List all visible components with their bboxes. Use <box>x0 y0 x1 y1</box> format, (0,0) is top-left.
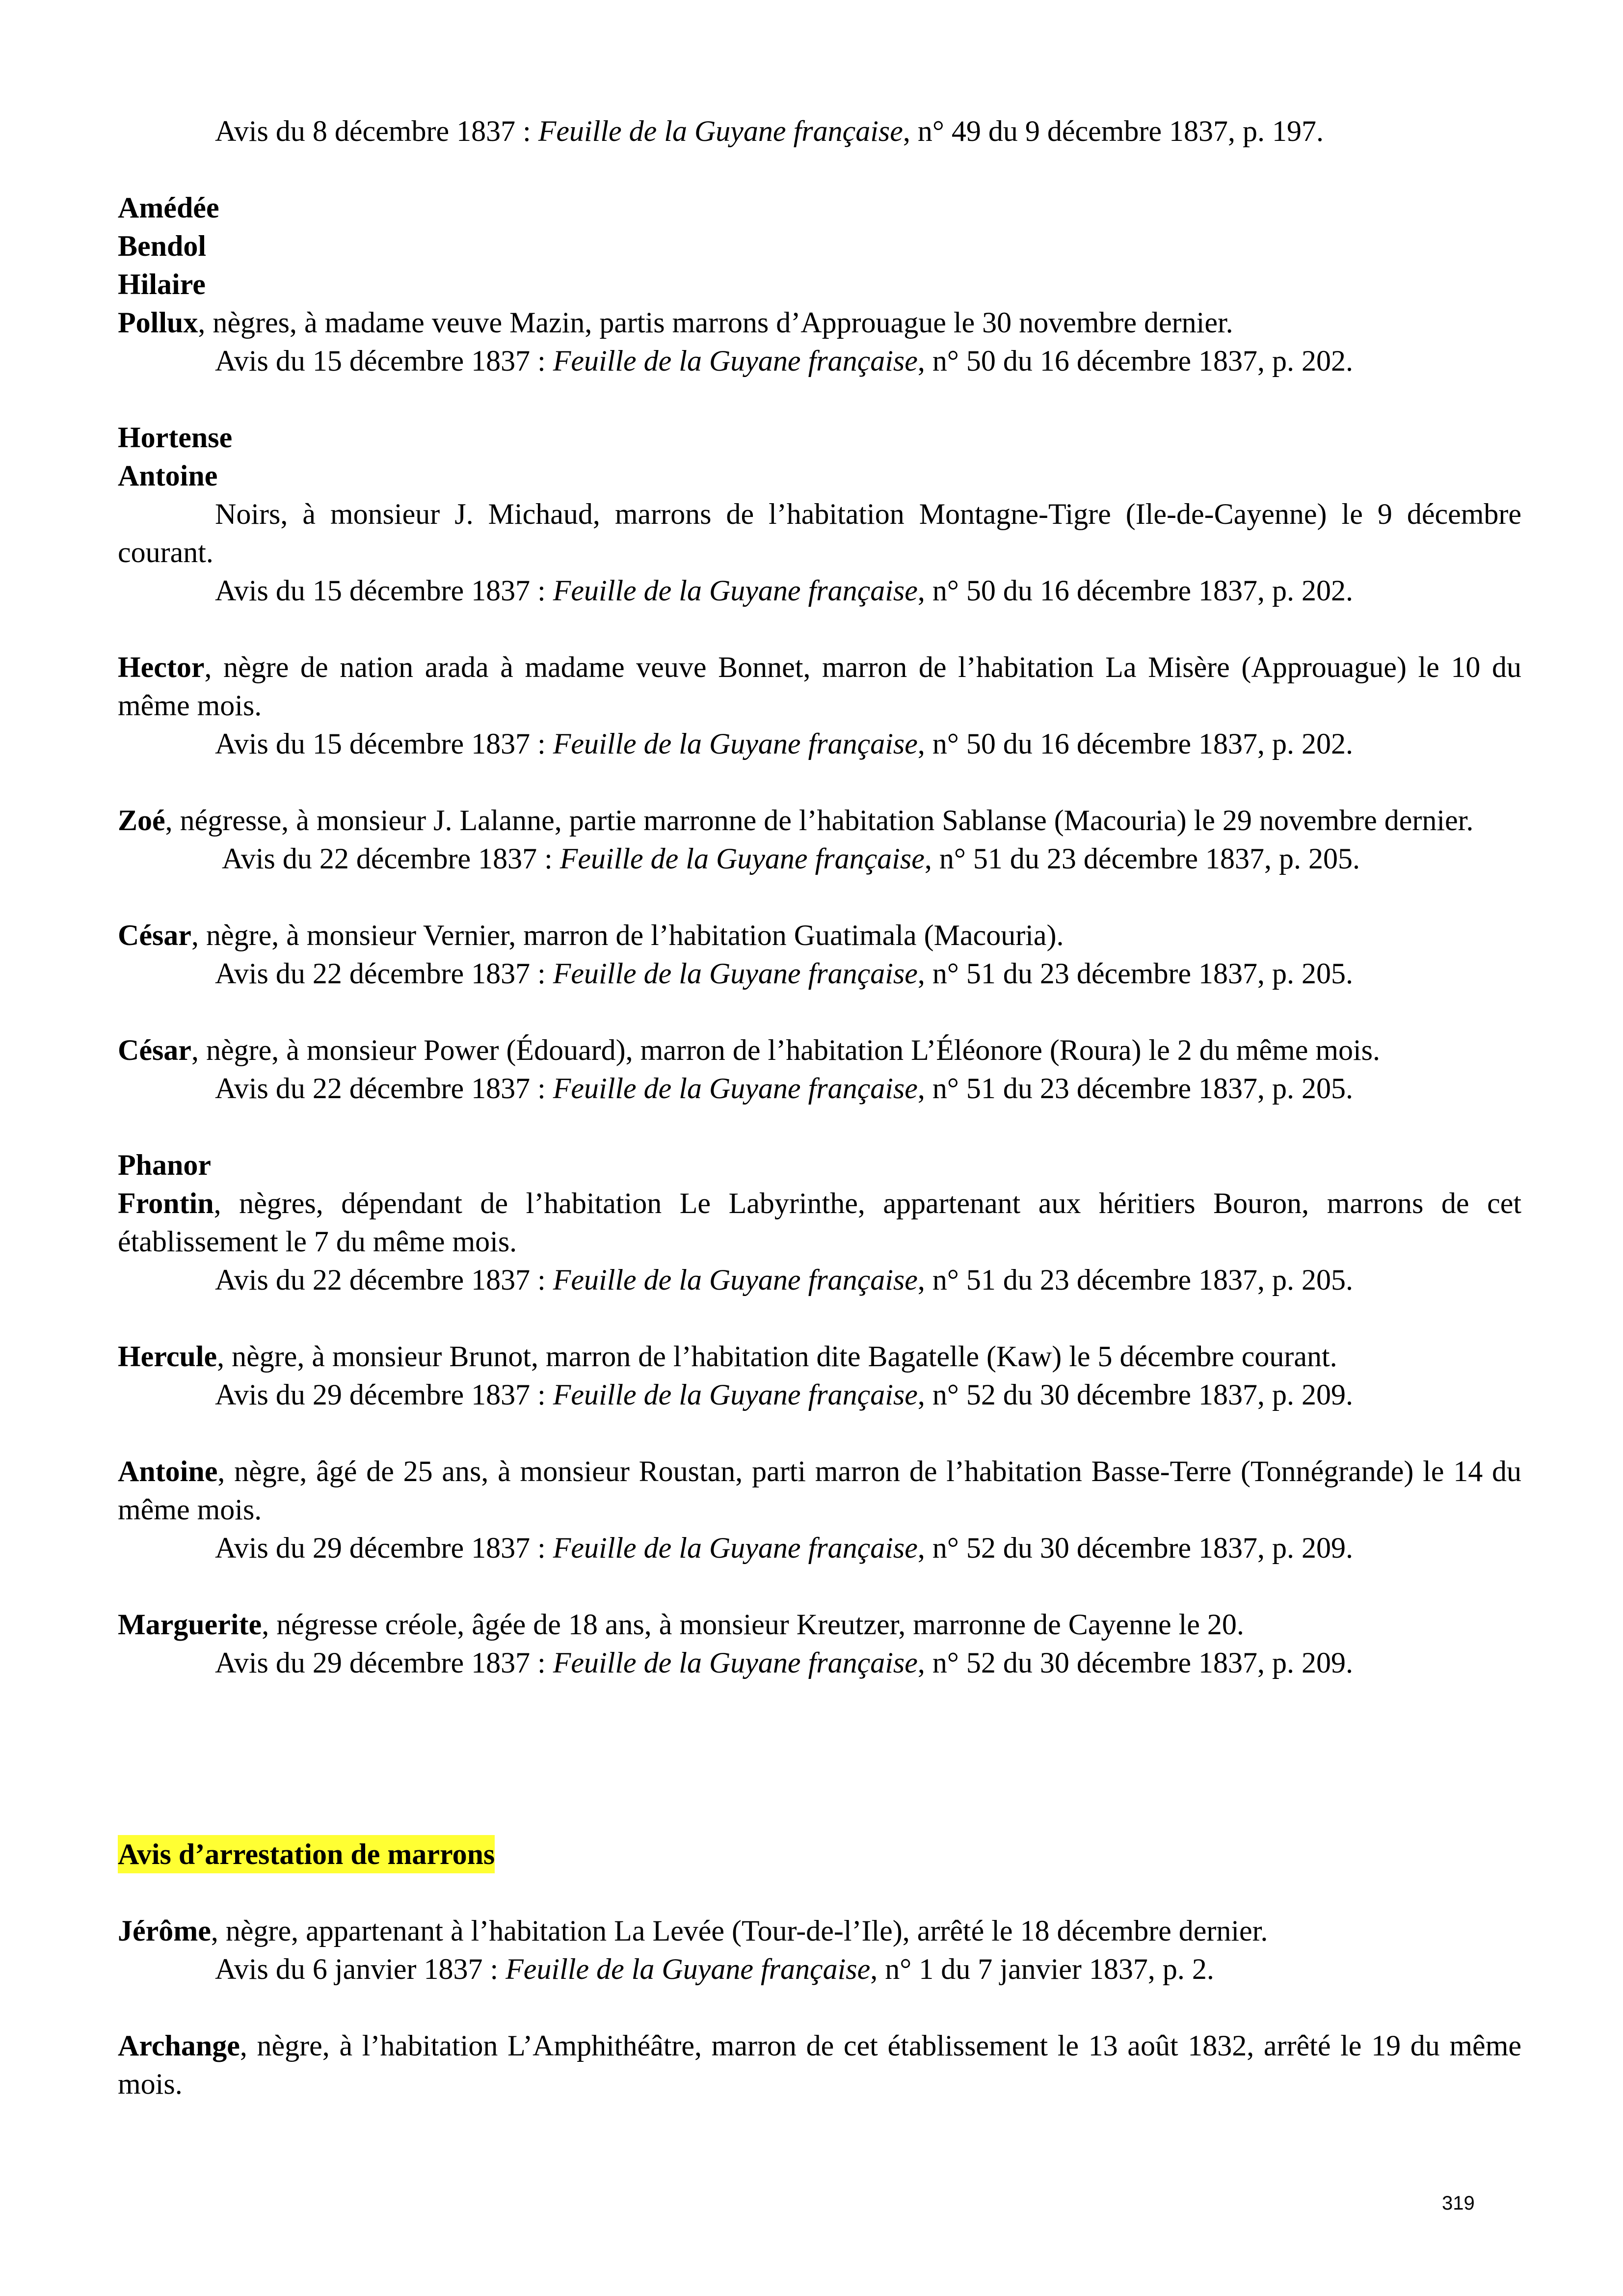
journal-title: Feuille de la Guyane française <box>553 1532 918 1564</box>
person-name: Hilaire <box>118 268 206 300</box>
notice-source: Avis du 29 décembre 1837 : Feuille de la Guyane française, n° 52 du 30 décembre 1837, p. 209. <box>215 1532 1354 1564</box>
journal-title: Feuille de la Guyane française <box>538 115 903 147</box>
person-name: Antoine <box>118 459 218 492</box>
section-heading: Avis d’arrestation de marrons <box>118 1835 495 1873</box>
journal-title: Feuille de la Guyane française <box>553 1378 918 1411</box>
notice-entry <box>118 189 1521 380</box>
notice-text: Hercule, nègre, à monsieur Brunot, marron de l’habitation dite Bagatelle (Kaw) le 5 décembre courant. <box>118 1340 1337 1373</box>
notice-text: César, nègre, à monsieur Power (Édouard), marron de l’habitation L’Éléonore (Roura) le 2 du même mois. <box>118 1034 1381 1066</box>
notice-source: Avis du 22 décembre 1837 : Feuille de la Guyane française, n° 51 du 23 décembre 1837, p. 205. <box>215 957 1354 990</box>
person-name: Bendol <box>118 230 207 262</box>
person-name: Pollux <box>118 306 198 339</box>
notice-entry <box>118 112 1521 150</box>
notice-source: Avis du 29 décembre 1837 : Feuille de la Guyane française, n° 52 du 30 décembre 1837, p. 209. <box>215 1647 1354 1679</box>
person-name: Amédée <box>118 191 219 224</box>
journal-title: Feuille de la Guyane française <box>553 1264 918 1296</box>
person-name: Hector <box>118 651 205 683</box>
notice-text: César, nègre, à monsieur Vernier, marron de l’habitation Guatimala (Macouria). <box>118 919 1064 951</box>
notice-entry <box>118 418 1521 610</box>
person-name: Frontin <box>118 1187 214 1219</box>
notice-source: Avis du 22 décembre 1837 : Feuille de la Guyane française, n° 51 du 23 décembre 1837, p. 205. <box>215 1072 1354 1105</box>
journal-title: Feuille de la Guyane française <box>506 1953 871 1985</box>
notice-entry <box>118 1605 1521 1682</box>
person-name: Hortense <box>118 421 233 454</box>
person-name: César <box>118 919 191 951</box>
person-name: Archange <box>118 2029 240 2062</box>
arrest-entry <box>118 1912 1521 1988</box>
notice-source: Avis du 15 décembre 1837 : Feuille de la Guyane française, n° 50 du 16 décembre 1837, p. 202. <box>215 574 1354 607</box>
notice-text: Marguerite, négresse créole, âgée de 18 ans, à monsieur Kreutzer, marronne de Cayenne le 20. <box>118 1608 1244 1641</box>
notice-source: Avis du 22 décembre 1837 : Feuille de la Guyane française, n° 51 du 23 décembre 1837, p. 205. <box>222 842 1360 875</box>
page-content <box>118 112 1521 2141</box>
page-number: 319 <box>1442 2192 1475 2214</box>
journal-title: Feuille de la Guyane française <box>553 957 918 990</box>
arrest-entry <box>118 2026 1521 2103</box>
notice-text: Jérôme, nègre, appartenant à l’habitation La Levée (Tour-de-l’Ile), arrêté le 18 décembre dernier. <box>118 1915 1268 1947</box>
notice-text: Hector, nègre de nation arada à madame veuve Bonnet, marron de l’habitation La Misère (Approuague) le 10 du même mois. <box>118 651 1521 722</box>
notice-text: Zoé, négresse, à monsieur J. Lalanne, partie marronne de l’habitation Sablanse (Macouria) le 29 novembre dernier. <box>118 804 1474 837</box>
notice-source: Avis du 15 décembre 1837 : Feuille de la Guyane française, n° 50 du 16 décembre 1837, p. 202. <box>215 345 1354 377</box>
journal-title: Feuille de la Guyane française <box>553 345 918 377</box>
journal-title: Feuille de la Guyane française <box>553 1072 918 1105</box>
notice-source: Avis du 6 janvier 1837 : Feuille de la Guyane française, n° 1 du 7 janvier 1837, p. 2. <box>215 1953 1214 1985</box>
notice-source: Avis du 29 décembre 1837 : Feuille de la Guyane française, n° 52 du 30 décembre 1837, p. 209. <box>215 1378 1354 1411</box>
person-name: Hercule <box>118 1340 217 1373</box>
notice-entry <box>118 648 1521 763</box>
notice-text: Pollux, nègres, à madame veuve Mazin, partis marrons d’Approuague le 30 novembre dernier. <box>118 306 1233 339</box>
notice-entry <box>118 916 1521 993</box>
notice-source: Avis du 8 décembre 1837 : Feuille de la Guyane française, n° 49 du 9 décembre 1837, p. 197. <box>215 115 1324 147</box>
notice-text: Frontin, nègres, dépendant de l’habitation Le Labyrinthe, appartenant aux héritiers Bouron, marrons de cet établissement le 7 du même mois. <box>118 1187 1521 1258</box>
journal-title: Feuille de la Guyane française <box>553 1647 918 1679</box>
person-name: Jérôme <box>118 1915 211 1947</box>
person-name: César <box>118 1034 191 1066</box>
person-name: Antoine <box>118 1455 218 1487</box>
person-name: Marguerite <box>118 1608 262 1641</box>
journal-title: Feuille de la Guyane française <box>553 728 918 760</box>
notice-text: Archange, nègre, à l’habitation L’Amphithéâtre, marron de cet établissement le 13 août 1832, arrêté le 19 du même mois. <box>118 2029 1521 2100</box>
person-name: Phanor <box>118 1149 212 1181</box>
notice-source: Avis du 22 décembre 1837 : Feuille de la Guyane française, n° 51 du 23 décembre 1837, p. 205. <box>215 1264 1354 1296</box>
notice-text: Antoine, nègre, âgé de 25 ans, à monsieur Roustan, parti marron de l’habitation Basse-Terre (Tonnégrande) le 14 du même mois. <box>118 1455 1521 1526</box>
journal-title: Feuille de la Guyane française <box>559 842 925 875</box>
journal-title: Feuille de la Guyane française <box>553 574 918 607</box>
notice-entry <box>118 1452 1521 1567</box>
person-name: Zoé <box>118 804 165 837</box>
notice-entry <box>118 801 1521 878</box>
notice-source: Avis du 15 décembre 1837 : Feuille de la Guyane française, n° 50 du 16 décembre 1837, p. 202. <box>215 728 1354 760</box>
notice-text: Noirs, à monsieur J. Michaud, marrons de l’habitation Montagne-Tigre (Ile-de-Cayenne) le 9 décembre courant. <box>118 498 1521 568</box>
notice-entry <box>118 1031 1521 1107</box>
notice-entry <box>118 1337 1521 1414</box>
notice-entry <box>118 1146 1521 1299</box>
